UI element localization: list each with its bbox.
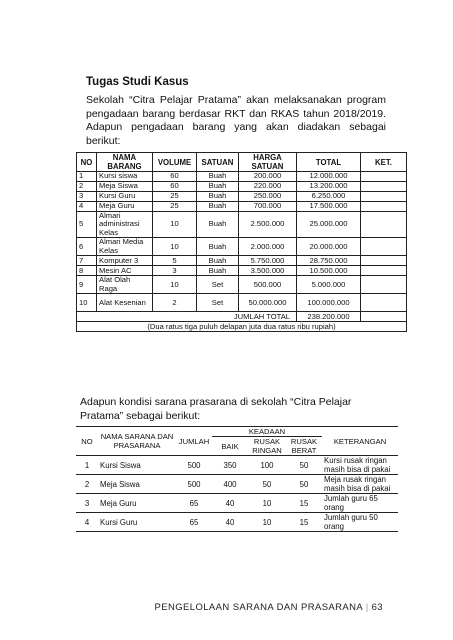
cell-volume: 10 — [153, 276, 197, 294]
cell-total: 25.000.000 — [297, 212, 361, 238]
cell-volume: 25 — [153, 202, 197, 212]
cell-unit: Buah — [197, 182, 239, 192]
cell-item: Mesin AC — [97, 266, 153, 276]
cell-no: 1 — [76, 456, 98, 475]
cell-no: 7 — [77, 256, 97, 266]
cell-note — [361, 256, 407, 266]
spelled-total: (Dua ratus tiga puluh delapan juta dua ratus ribu rupiah) — [77, 322, 407, 332]
cell-note — [361, 202, 407, 212]
col-header: NAMA SARANA DAN PRASARANA — [98, 427, 176, 456]
cell-major-damage: 15 — [286, 513, 322, 532]
cell-good: 40 — [212, 513, 248, 532]
table-row — [76, 456, 398, 475]
table-header-row — [77, 153, 407, 172]
cell-price: 2.000.000 — [239, 238, 297, 256]
cell-price: 2.500.000 — [239, 212, 297, 238]
section-heading: Tugas Studi Kasus — [86, 76, 189, 88]
col-header: KET. — [361, 153, 407, 172]
condition-table — [76, 426, 398, 532]
procurement-table — [76, 152, 407, 332]
cell-total: 10.500.000 — [297, 266, 361, 276]
cell-price: 250.000 — [239, 192, 297, 202]
cell-qty: 500 — [176, 475, 212, 494]
cell-item: Meja Guru — [98, 494, 176, 513]
cell-item: Almari Media Kelas — [97, 238, 153, 256]
cell-major-damage: 15 — [286, 494, 322, 513]
cell-item: Alat Olah Raga — [97, 276, 153, 294]
cell-volume: 60 — [153, 172, 197, 182]
cell-item: Kursi Guru — [97, 192, 153, 202]
col-header: HARGA SATUAN — [239, 153, 297, 172]
table-row — [76, 513, 398, 532]
cell-item: Komputer 3 — [97, 256, 153, 266]
cell-note — [361, 192, 407, 202]
table-row — [76, 475, 398, 494]
col-header: BAIK — [212, 437, 248, 456]
table-row — [77, 276, 407, 294]
table-row — [77, 256, 407, 266]
intro-paragraph: Sekolah “Citra Pelajar Pratama” akan melaksanakan program pengadaan barang berdasar RKT dan RKAS tahun 2018/2019. Adapun pengadaan barang yang akan diadakan sebagai berikut: — [86, 94, 386, 147]
cell-item: Meja Siswa — [97, 182, 153, 192]
cell-good: 350 — [212, 456, 248, 475]
cell-unit: Buah — [197, 266, 239, 276]
cell-note — [361, 238, 407, 256]
cell-minor-damage: 10 — [248, 494, 286, 513]
table-header-row — [76, 427, 398, 437]
cell-minor-damage: 50 — [248, 475, 286, 494]
col-header: KETERANGAN — [322, 427, 398, 456]
cell-volume: 5 — [153, 256, 197, 266]
footer-title: PENGELOLAAN SARANA DAN PRASARANA — [154, 602, 363, 613]
cell-volume: 10 — [153, 212, 197, 238]
cell-good: 40 — [212, 494, 248, 513]
cell-unit: Buah — [197, 212, 239, 238]
cell-no: 4 — [77, 202, 97, 212]
cell-qty: 500 — [176, 456, 212, 475]
total-value: 238.200.000 — [297, 312, 361, 322]
cell-price: 500.000 — [239, 276, 297, 294]
cell-no: 8 — [77, 266, 97, 276]
cell-qty: 65 — [176, 494, 212, 513]
cell-total: 28.750.000 — [297, 256, 361, 266]
cell-minor-damage: 10 — [248, 513, 286, 532]
cell-price: 220.000 — [239, 182, 297, 192]
col-header: NO — [76, 427, 98, 456]
cell-note — [361, 182, 407, 192]
cell-no: 6 — [77, 238, 97, 256]
cell-no: 2 — [76, 475, 98, 494]
cell-unit: Buah — [197, 256, 239, 266]
table-row — [77, 238, 407, 256]
cell-volume: 3 — [153, 266, 197, 276]
cell-no: 2 — [77, 182, 97, 192]
col-header-group: KEADAAN — [212, 427, 322, 437]
table-row — [76, 494, 398, 513]
col-header: TOTAL — [297, 153, 361, 172]
cell-note: Kursi rusak ringan masih bisa di pakai — [322, 456, 398, 475]
cell-major-damage: 50 — [286, 456, 322, 475]
cell-total: 100.000.000 — [297, 294, 361, 312]
condition-paragraph: Adapun kondisi sarana prasarana di sekolah “Citra Pelajar Pratama” sebagai berikut: — [80, 396, 352, 422]
cell-total: 13.200.000 — [297, 182, 361, 192]
table-row — [77, 294, 407, 312]
cell-note — [361, 212, 407, 238]
cell-no: 3 — [77, 192, 97, 202]
cell-note: Jumlah guru 50 orang — [322, 513, 398, 532]
cell-note — [361, 266, 407, 276]
page-number: 63 — [371, 602, 383, 613]
cell-unit: Set — [197, 276, 239, 294]
cell-no: 1 — [77, 172, 97, 182]
col-header: JUMLAH — [176, 427, 212, 456]
col-header: VOLUME — [153, 153, 197, 172]
cell-note — [361, 276, 407, 294]
cell-item: Kursi siswa — [97, 172, 153, 182]
col-header: RUSAK RINGAN — [248, 437, 286, 456]
cell-volume: 10 — [153, 238, 197, 256]
cell-price: 200.000 — [239, 172, 297, 182]
cell-unit: Buah — [197, 192, 239, 202]
cell-good: 400 — [212, 475, 248, 494]
cell-item: Almari administrasi Kelas — [97, 212, 153, 238]
cell-volume: 2 — [153, 294, 197, 312]
cell-note: Jumlah guru 65 orang — [322, 494, 398, 513]
cell-price: 50.000.000 — [239, 294, 297, 312]
col-header: RUSAK BERAT — [286, 437, 322, 456]
cell-unit: Buah — [197, 172, 239, 182]
cell-minor-damage: 100 — [248, 456, 286, 475]
cell-price: 5.750.000 — [239, 256, 297, 266]
cell-note: Meja rusak ringan masih bisa di pakai — [322, 475, 398, 494]
cell-volume: 25 — [153, 192, 197, 202]
table-row — [77, 172, 407, 182]
cell-price: 3.500.000 — [239, 266, 297, 276]
cell-unit: Buah — [197, 238, 239, 256]
table-row — [77, 202, 407, 212]
col-header: NAMA BARANG — [97, 153, 153, 172]
table-row — [77, 192, 407, 202]
cell-item: Meja Guru — [97, 202, 153, 212]
footer-separator: | — [365, 602, 369, 613]
cell-total: 6.250.000 — [297, 192, 361, 202]
cell-note — [361, 172, 407, 182]
cell-no: 10 — [77, 294, 97, 312]
cell-unit: Buah — [197, 202, 239, 212]
cell-no: 4 — [76, 513, 98, 532]
col-header: NO — [77, 153, 97, 172]
cell-total: 20.000.000 — [297, 238, 361, 256]
col-header: SATUAN — [197, 153, 239, 172]
cell-no: 5 — [77, 212, 97, 238]
table-row — [77, 266, 407, 276]
cell-total: 5.000.000 — [297, 276, 361, 294]
cell-price: 700.000 — [239, 202, 297, 212]
cell-volume: 60 — [153, 182, 197, 192]
cell-item: Kursi Guru — [98, 513, 176, 532]
table-row — [77, 212, 407, 238]
cell-total: 12.000.000 — [297, 172, 361, 182]
cell-note — [361, 294, 407, 312]
total-row — [77, 312, 407, 322]
cell-no: 3 — [76, 494, 98, 513]
cell-no: 9 — [77, 276, 97, 294]
cell-item: Kursi Siswa — [98, 456, 176, 475]
cell-major-damage: 50 — [286, 475, 322, 494]
cell-unit: Set — [197, 294, 239, 312]
page-footer — [155, 602, 384, 613]
cell-total: 17.500.000 — [297, 202, 361, 212]
cell-qty: 65 — [176, 513, 212, 532]
table-row — [77, 182, 407, 192]
cell-item: Alat Kesenian — [97, 294, 153, 312]
spelled-total-row — [77, 322, 407, 332]
total-label: JUMLAH TOTAL — [77, 312, 297, 322]
cell-item: Meja Siswa — [98, 475, 176, 494]
